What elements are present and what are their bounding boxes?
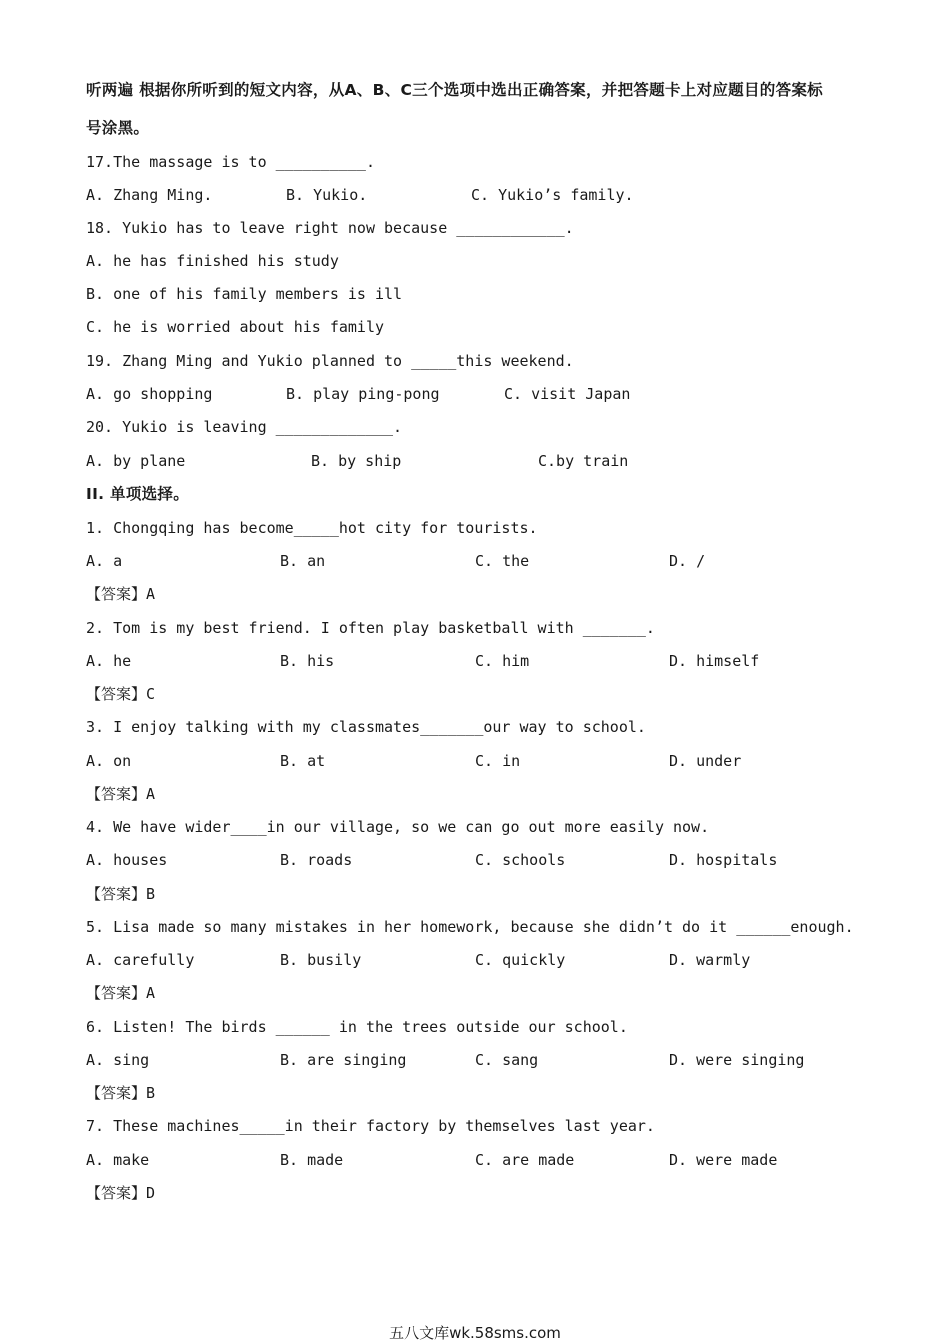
section-title: II. 单项选择。 [86, 485, 190, 503]
answer-line [86, 884, 155, 904]
option-a: A. carefully [86, 951, 195, 969]
option-a: A. go shopping [86, 385, 213, 403]
answer-line [86, 1183, 155, 1203]
option-d: D. hospitals [669, 851, 778, 869]
option-c: C. him [475, 652, 530, 670]
answer-line [86, 784, 155, 804]
option-d: D. were singing [669, 1051, 805, 1069]
question-stem: 3. I enjoy talking with my classmates_______our way to school. [86, 718, 646, 736]
instruction-line-1: 听两遍 根据你所听到的短文内容，从A、B、C三个选项中选出正确答案，并把答题卡上对应题目的答案标 [86, 81, 823, 99]
option-b: B. Yukio. [286, 186, 368, 204]
question-stem: 7. These machines_____in their factory by themselves last year. [86, 1117, 655, 1135]
footer-watermark: 五八文库wk.58sms.com [389, 1324, 561, 1342]
option-b: B. made [280, 1151, 344, 1169]
option-d: D. under [669, 752, 742, 770]
option-d: D. himself [669, 652, 760, 670]
answer-line [86, 983, 155, 1003]
option-c: C. quickly [475, 951, 566, 969]
option-c: C. Yukio’s family. [471, 186, 634, 204]
question-stem: 18. Yukio has to leave right now because ____________. [86, 219, 574, 237]
answer-value: B [146, 885, 156, 903]
answer-value: D [146, 1184, 156, 1202]
option-b: B. are singing [280, 1051, 407, 1069]
answer-value: B [146, 1084, 156, 1102]
question-stem: 20. Yukio is leaving _____________. [86, 418, 403, 436]
question-stem: 2. Tom is my best friend. I often play basketball with _______. [86, 619, 655, 637]
answer-label: 【答案】 [86, 585, 147, 603]
question-stem: 19. Zhang Ming and Yukio planned to _____this weekend. [86, 352, 574, 370]
option-a: A. make [86, 1151, 150, 1169]
answer-value: A [146, 984, 156, 1002]
option-b: B. at [280, 752, 326, 770]
option-b: B. roads [280, 851, 353, 869]
option-c: C. sang [475, 1051, 539, 1069]
answer-value: A [146, 585, 156, 603]
option-b: B. busily [280, 951, 362, 969]
option-b: B. play ping-pong [286, 385, 440, 403]
question-stem: 1. Chongqing has become_____hot city for tourists. [86, 519, 538, 537]
option-d: D. / [669, 552, 706, 570]
option-b: B. by ship [311, 452, 402, 470]
option-a: A. houses [86, 851, 168, 869]
answer-label: 【答案】 [86, 885, 147, 903]
answer-label: 【答案】 [86, 1084, 147, 1102]
option-a: A. he [86, 652, 132, 670]
option-c: C. visit Japan [504, 385, 631, 403]
option-c: C. the [475, 552, 530, 570]
answer-line [86, 1083, 155, 1103]
answer-line [86, 684, 155, 704]
answer-label: 【答案】 [86, 785, 147, 803]
option-c: C. schools [475, 851, 566, 869]
question-stem: 6. Listen! The birds ______ in the trees outside our school. [86, 1018, 628, 1036]
answer-value: A [146, 785, 156, 803]
option-a: A. sing [86, 1051, 150, 1069]
option-b: B. an [280, 552, 326, 570]
option-a: A. he has finished his study [86, 252, 339, 270]
answer-label: 【答案】 [86, 984, 147, 1002]
option-a: A. Zhang Ming. [86, 186, 213, 204]
question-stem: 4. We have wider____in our village, so we can go out more easily now. [86, 818, 710, 836]
answer-line [86, 584, 155, 604]
option-c: C.by train [538, 452, 629, 470]
option-a: A. by plane [86, 452, 186, 470]
question-stem: 5. Lisa made so many mistakes in her homework, because she didn’t do it ______enough. [86, 918, 854, 936]
option-b: B. his [280, 652, 335, 670]
option-c: C. are made [475, 1151, 575, 1169]
option-d: D. were made [669, 1151, 778, 1169]
option-a: A. on [86, 752, 132, 770]
answer-value: C [146, 685, 156, 703]
question-stem: 17.The massage is to __________. [86, 153, 375, 171]
instruction-line-2: 号涂黑。 [86, 119, 150, 137]
option-d: D. warmly [669, 951, 751, 969]
answer-label: 【答案】 [86, 1184, 147, 1202]
option-c: C. in [475, 752, 521, 770]
answer-label: 【答案】 [86, 685, 147, 703]
option-c: C. he is worried about his family [86, 318, 385, 336]
option-a: A. a [86, 552, 123, 570]
option-b: B. one of his family members is ill [86, 285, 403, 303]
